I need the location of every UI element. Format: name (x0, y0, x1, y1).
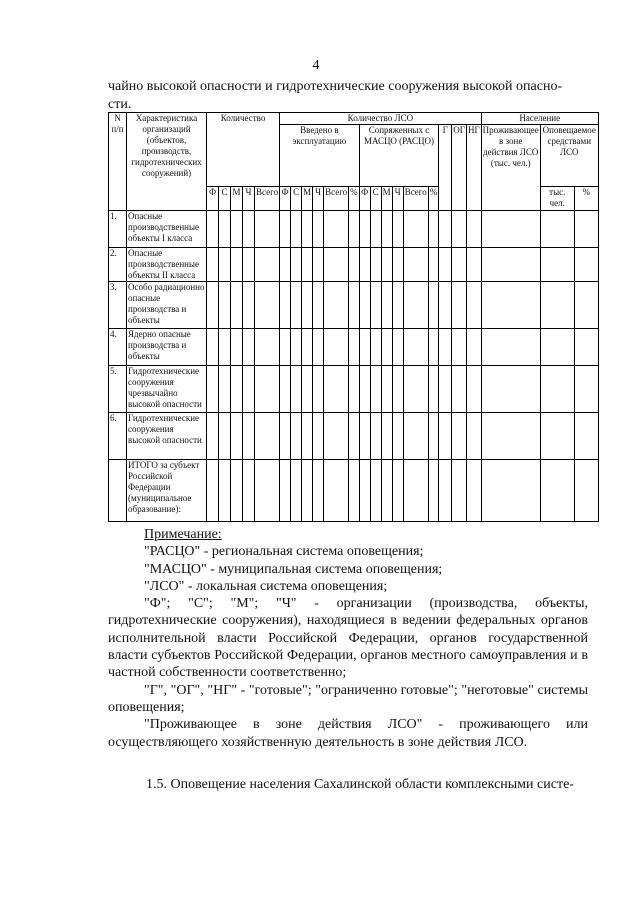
table-row (109, 248, 599, 282)
data-cell (324, 366, 349, 413)
data-cell (403, 282, 428, 329)
note-living: "Проживающее в зоне действия ЛСО" - проживающего или осуществляющего хозяйственную деятельность в зоне действия ЛСО. (108, 717, 588, 750)
data-cell (381, 248, 392, 282)
data-cell (243, 329, 255, 366)
data-cell (481, 329, 540, 366)
data-cell (452, 329, 467, 366)
data-cell (231, 366, 243, 413)
note-gogng: "Г", "ОГ", "НГ" - "готовые"; "ограниченно готовые"; "неготовые" системы оповещения; (108, 682, 588, 715)
data-cell (428, 211, 439, 248)
data-cell (255, 366, 280, 413)
data-cell (302, 248, 313, 282)
data-cell (280, 460, 291, 522)
data-cell (359, 211, 370, 248)
sub-mascho-f: Ф (359, 187, 370, 211)
data-cell (219, 248, 231, 282)
data-cell (231, 413, 243, 460)
data-cell (359, 413, 370, 460)
data-cell (466, 329, 481, 366)
data-cell (219, 413, 231, 460)
data-cell (324, 282, 349, 329)
notes-title: Примечание: (144, 527, 222, 542)
data-cell (255, 248, 280, 282)
data-cell (349, 413, 360, 460)
data-cell (359, 460, 370, 522)
data-cell (381, 211, 392, 248)
row-label: Гидротехнические сооружения высокой опасности (127, 413, 207, 460)
row-number: 4. (109, 329, 127, 366)
data-cell (291, 366, 302, 413)
data-cell (349, 460, 360, 522)
data-cell (540, 282, 574, 329)
data-cell (574, 460, 598, 522)
data-cell (466, 460, 481, 522)
data-cell (231, 329, 243, 366)
page-number: 4 (312, 58, 320, 73)
data-cell (452, 460, 467, 522)
data-cell (349, 282, 360, 329)
data-cell (313, 366, 324, 413)
intro-line-2: сти. (108, 97, 132, 112)
header-lso-count: Количество ЛСО (280, 113, 482, 125)
data-cell (207, 460, 219, 522)
data-cell (243, 282, 255, 329)
row-label: Особо радиационно опасные производства и объекты (127, 282, 207, 329)
row-label: Опасные производственные объекты I класса (127, 211, 207, 248)
row-number: 6. (109, 413, 127, 460)
data-cell (540, 329, 574, 366)
data-cell (219, 282, 231, 329)
data-cell (324, 211, 349, 248)
data-cell (359, 282, 370, 329)
header-ng: НГ (466, 125, 481, 211)
data-cell (207, 329, 219, 366)
data-cell (324, 329, 349, 366)
data-cell (439, 413, 452, 460)
data-cell (243, 413, 255, 460)
data-cell (381, 329, 392, 366)
data-cell (370, 248, 381, 282)
row-label: Гидротехнические сооружения чрезвычайно высокой опасности (127, 366, 207, 413)
data-cell (481, 460, 540, 522)
data-cell (540, 413, 574, 460)
data-cell (428, 413, 439, 460)
data-cell (392, 460, 403, 522)
data-cell (392, 413, 403, 460)
data-cell (359, 366, 370, 413)
data-cell (481, 248, 540, 282)
data-cell (349, 248, 360, 282)
header-pop-notified: Оповещаемое средствами ЛСО (540, 125, 598, 187)
data-cell (381, 460, 392, 522)
data-cell (370, 211, 381, 248)
data-cell (324, 413, 349, 460)
data-cell (403, 413, 428, 460)
sub-intro-ch: Ч (313, 187, 324, 211)
data-cell (574, 211, 598, 248)
sub-qty-f: Ф (207, 187, 219, 211)
sub-mascho-s: С (370, 187, 381, 211)
data-cell (370, 282, 381, 329)
data-cell (207, 248, 219, 282)
header-characteristic: Характеристика организаций (объектов, производств, гидротехнических сооружений) (127, 113, 207, 211)
data-cell (481, 211, 540, 248)
header-g: Г (439, 125, 452, 211)
notes-section (108, 526, 588, 751)
data-cell (403, 211, 428, 248)
header-lso-commissioned: Введено в эксплуатацию (280, 125, 360, 187)
data-cell (452, 413, 467, 460)
data-cell (349, 366, 360, 413)
row-number: 5. (109, 366, 127, 413)
data-cell (392, 329, 403, 366)
data-cell (219, 329, 231, 366)
data-cell (313, 329, 324, 366)
data-cell (381, 413, 392, 460)
data-cell (466, 282, 481, 329)
data-cell (439, 366, 452, 413)
data-cell (291, 413, 302, 460)
table-row (109, 413, 599, 460)
row-label: ИТОГО за субъект Российской Федерации (муниципальное образование): (127, 460, 207, 522)
data-cell (313, 248, 324, 282)
data-cell (428, 329, 439, 366)
data-cell (381, 282, 392, 329)
table-row (109, 211, 599, 248)
data-cell (466, 366, 481, 413)
data-cell (349, 329, 360, 366)
sub-mascho-m: М (381, 187, 392, 211)
data-cell (349, 211, 360, 248)
data-cell (313, 413, 324, 460)
data-cell (452, 282, 467, 329)
data-cell (231, 282, 243, 329)
header-population: Население (481, 113, 598, 125)
sub-intro-m: М (302, 187, 313, 211)
data-cell (219, 366, 231, 413)
data-cell (381, 366, 392, 413)
data-cell (207, 211, 219, 248)
data-cell (280, 329, 291, 366)
data-cell (452, 248, 467, 282)
data-cell (540, 248, 574, 282)
data-cell (231, 460, 243, 522)
note-rasco: "РАСЦО" - региональная система оповещения; (144, 544, 424, 560)
sub-qty-total: Всего (255, 187, 280, 211)
table-row (109, 282, 599, 329)
table-row (109, 329, 599, 366)
row-number (109, 460, 127, 522)
data-cell (255, 329, 280, 366)
data-cell (280, 248, 291, 282)
data-cell (219, 211, 231, 248)
data-cell (291, 329, 302, 366)
data-cell (291, 282, 302, 329)
header-quantity: Количество (207, 113, 280, 187)
data-cell (302, 329, 313, 366)
data-cell (324, 248, 349, 282)
sub-pop-percent: % (574, 187, 598, 211)
data-cell (359, 248, 370, 282)
data-cell (243, 460, 255, 522)
data-cell (231, 211, 243, 248)
data-cell (392, 366, 403, 413)
data-cell (302, 211, 313, 248)
data-cell (280, 366, 291, 413)
data-cell (255, 460, 280, 522)
data-cell (302, 460, 313, 522)
note-lso: "ЛСО" - локальная система оповещения; (144, 578, 388, 594)
data-cell (243, 211, 255, 248)
data-cell (313, 211, 324, 248)
data-cell (243, 366, 255, 413)
sub-mascho-total: Всего (403, 187, 428, 211)
sub-intro-percent: % (349, 187, 360, 211)
data-cell (540, 460, 574, 522)
data-cell (302, 366, 313, 413)
data-cell (466, 248, 481, 282)
row-number: 1. (109, 211, 127, 248)
data-cell (574, 413, 598, 460)
data-cell (403, 366, 428, 413)
sub-intro-total: Всего (324, 187, 349, 211)
data-cell (291, 460, 302, 522)
row-label: Ядерно опасные производства и объекты (127, 329, 207, 366)
sub-qty-s: С (219, 187, 231, 211)
data-cell (452, 366, 467, 413)
sub-intro-f: Ф (280, 187, 291, 211)
data-cell (243, 248, 255, 282)
header-og: ОГ (452, 125, 467, 211)
sub-qty-ch: Ч (243, 187, 255, 211)
table-row (109, 366, 599, 413)
data-cell (370, 366, 381, 413)
data-cell (403, 248, 428, 282)
data-cell (574, 329, 598, 366)
data-cell (540, 366, 574, 413)
data-cell (439, 211, 452, 248)
data-cell (428, 460, 439, 522)
header-lso-mascho: Сопряженных с МАСЦО (РАСЦО) (359, 125, 439, 187)
lso-table (108, 112, 599, 522)
row-number: 2. (109, 248, 127, 282)
data-cell (291, 211, 302, 248)
sub-pop-thousands: тыс. чел. (540, 187, 574, 211)
data-cell (255, 282, 280, 329)
data-cell (574, 282, 598, 329)
data-cell (313, 460, 324, 522)
section-1-5-heading: 1.5. Оповещение населения Сахалинской области комплексными систе- (146, 777, 574, 792)
data-cell (231, 248, 243, 282)
data-cell (481, 282, 540, 329)
data-cell (370, 413, 381, 460)
data-cell (439, 282, 452, 329)
data-cell (302, 413, 313, 460)
data-cell (403, 460, 428, 522)
data-cell (403, 329, 428, 366)
data-cell (392, 248, 403, 282)
data-cell (313, 282, 324, 329)
sub-intro-s: С (291, 187, 302, 211)
data-cell (392, 282, 403, 329)
note-mascho: "МАСЦО" - муниципальная система оповещения; (144, 561, 443, 577)
header-pop-living: Проживающее в зоне действия ЛСО (тыс. чел.) (481, 125, 540, 211)
data-cell (280, 282, 291, 329)
sub-mascho-percent: % (428, 187, 439, 211)
sub-mascho-ch: Ч (392, 187, 403, 211)
data-cell (466, 413, 481, 460)
data-cell (219, 460, 231, 522)
data-cell (370, 460, 381, 522)
data-cell (428, 282, 439, 329)
intro-line-1: чайно высокой опасности и гидротехнические сооружения высокой опасно- (108, 79, 563, 94)
data-cell (466, 211, 481, 248)
data-cell (428, 248, 439, 282)
table-row (109, 460, 599, 522)
sub-qty-m: М (231, 187, 243, 211)
data-cell (439, 329, 452, 366)
data-cell (481, 413, 540, 460)
data-cell (207, 282, 219, 329)
data-cell (302, 282, 313, 329)
data-cell (439, 460, 452, 522)
data-cell (255, 211, 280, 248)
data-cell (291, 248, 302, 282)
data-cell (540, 211, 574, 248)
data-cell (359, 329, 370, 366)
note-fsmch: "Ф"; "С"; "М"; "Ч" - организации (производства, объекты, гидротехнические сооружения), находящиеся в ведении федеральных органов исполнительной власти Российской Федерации, органов государственной власти субъектов Российской Федерации, органов местного самоуправления и в частной собственности соответственно; (108, 596, 588, 681)
row-number: 3. (109, 282, 127, 329)
row-label: Опасные производственные объекты II класса (127, 248, 207, 282)
header-num: N п/п (109, 113, 127, 211)
data-cell (428, 366, 439, 413)
data-cell (392, 211, 403, 248)
data-cell (574, 366, 598, 413)
data-cell (452, 211, 467, 248)
data-cell (280, 211, 291, 248)
data-cell (439, 248, 452, 282)
data-cell (574, 248, 598, 282)
data-cell (207, 413, 219, 460)
data-cell (370, 329, 381, 366)
data-cell (481, 366, 540, 413)
data-cell (324, 460, 349, 522)
data-cell (255, 413, 280, 460)
data-cell (207, 366, 219, 413)
data-cell (280, 413, 291, 460)
